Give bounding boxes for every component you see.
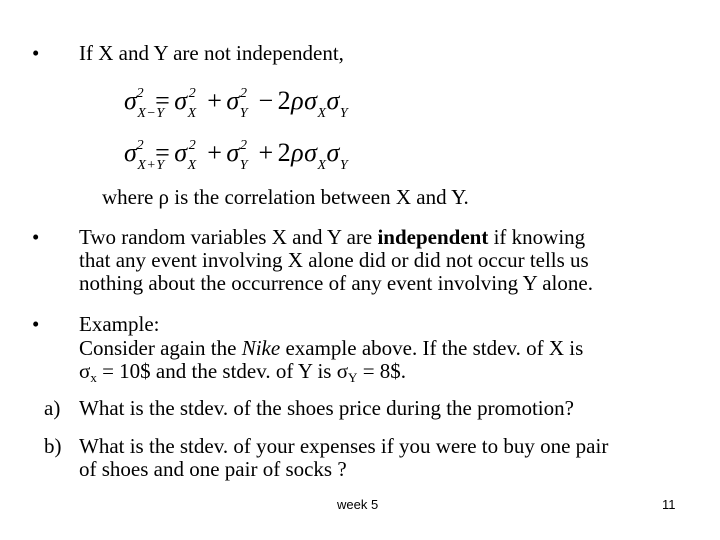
b3-l2-a: Consider again the bbox=[79, 336, 242, 360]
equals-sign: = bbox=[155, 86, 171, 115]
equation-sum bbox=[124, 138, 349, 173]
sigma-symbol: σ bbox=[326, 86, 340, 115]
eq1-s1: X bbox=[317, 106, 327, 121]
question-a-text: What is the stdev. of the shoes price during the promotion? bbox=[79, 396, 574, 420]
b3-l3-c: = 8$. bbox=[357, 359, 407, 383]
eq1-sign: − bbox=[258, 86, 274, 115]
eq2-sign: + bbox=[258, 138, 274, 167]
bullet-1-symbol: • bbox=[32, 41, 40, 65]
eq1-rhs1-sq: 2 bbox=[188, 86, 197, 101]
sigma-symbol: σ bbox=[174, 86, 188, 115]
eq2-rhs1-sub: X bbox=[187, 158, 197, 173]
equation-difference bbox=[124, 86, 349, 121]
b2-l1-c: if knowing bbox=[488, 225, 586, 249]
sigma-symbol: σ bbox=[226, 138, 240, 167]
plus-sign: + bbox=[207, 86, 223, 115]
bullet-2-line-2: that any event involving X alone did or did not occur tells us bbox=[79, 248, 589, 272]
sigma-symbol: σ bbox=[226, 86, 240, 115]
question-b-line-1: What is the stdev. of your expenses if you were to buy one pair bbox=[79, 434, 609, 458]
b3-l2-c: example above. If the stdev. of X is bbox=[280, 336, 584, 360]
bullet-3-symbol: • bbox=[32, 312, 40, 336]
question-b-label: b) bbox=[44, 434, 62, 458]
eq2-s1: X bbox=[317, 158, 327, 173]
b2-l1-a: Two random variables X and Y are bbox=[79, 225, 378, 249]
footer-week: week 5 bbox=[337, 497, 379, 512]
correlation-note: where ρ is the correlation between X and Y. bbox=[102, 185, 469, 209]
eq2-lhs-sq: 2 bbox=[136, 138, 145, 153]
eq2-coef: 2 bbox=[277, 138, 292, 167]
eq1-lhs-sub: X−Y bbox=[137, 106, 165, 121]
eq2-rhs2-sub: Y bbox=[239, 158, 248, 173]
equals-sign: = bbox=[155, 138, 171, 167]
eq1-rhs1-sub: X bbox=[187, 106, 197, 121]
bullet-2-line-1 bbox=[79, 226, 585, 249]
bullet-2-symbol: • bbox=[32, 225, 40, 249]
sigma-symbol: σ bbox=[326, 138, 340, 167]
sigma-x: σ bbox=[79, 359, 91, 383]
b3-l3-b: = 10$ and the stdev. of Y is σ bbox=[96, 359, 349, 383]
nike-term: Nike bbox=[241, 336, 281, 360]
eq1-coef: 2 bbox=[277, 86, 292, 115]
eq1-rhs2-sub: Y bbox=[239, 106, 248, 121]
sigma-symbol: σ bbox=[174, 138, 188, 167]
sigma-symbol: σ bbox=[124, 86, 138, 115]
eq2-rhs1-sq: 2 bbox=[188, 138, 197, 153]
bullet-3-line-3 bbox=[79, 360, 406, 385]
eq2-lhs-sub: X+Y bbox=[137, 158, 165, 173]
eq2-s2: Y bbox=[339, 158, 349, 173]
sigma-symbol: σ bbox=[124, 138, 138, 167]
rho-sigma: ρσ bbox=[291, 138, 318, 167]
bullet-3-line-2 bbox=[79, 337, 583, 360]
question-b-line-2: of shoes and one pair of socks ? bbox=[79, 457, 347, 481]
sub-y: Y bbox=[348, 370, 358, 385]
rho-sigma: ρσ bbox=[291, 86, 318, 115]
bullet-1-text: If X and Y are not independent, bbox=[79, 41, 344, 65]
eq1-rhs2-sq: 2 bbox=[239, 86, 248, 101]
eq1-lhs-sq: 2 bbox=[136, 86, 145, 101]
sub-x: x bbox=[90, 370, 97, 385]
question-a-label: a) bbox=[44, 396, 61, 420]
page-number: 11 bbox=[662, 497, 676, 512]
eq2-rhs2-sq: 2 bbox=[239, 138, 248, 153]
independent-term: independent bbox=[377, 225, 489, 249]
bullet-3-line-1: Example: bbox=[79, 312, 160, 336]
bullet-2-line-3: nothing about the occurrence of any event involving Y alone. bbox=[79, 271, 593, 295]
plus-sign: + bbox=[207, 138, 223, 167]
eq1-s2: Y bbox=[339, 106, 349, 121]
